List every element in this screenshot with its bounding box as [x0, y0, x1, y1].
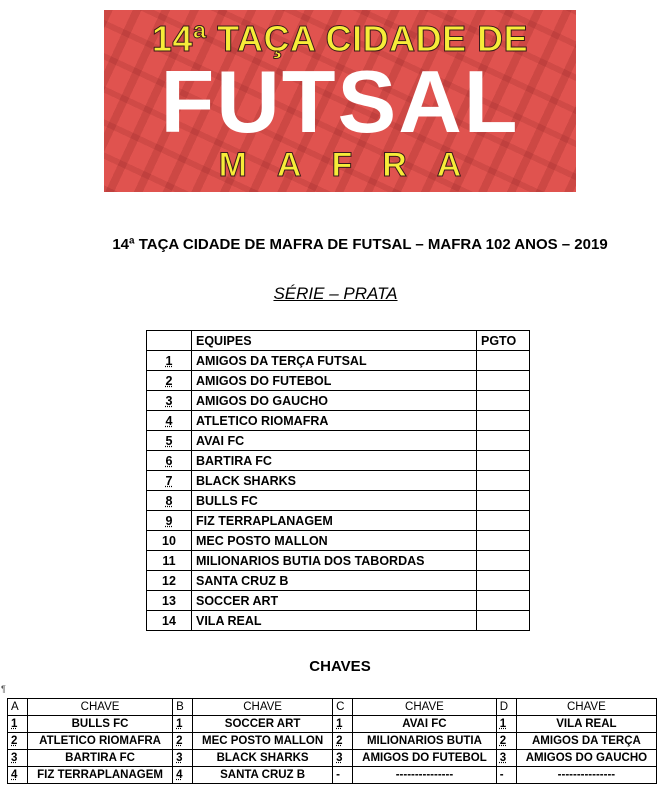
- team-name: AVAI FC: [192, 431, 477, 451]
- seed-number: [496, 750, 516, 767]
- seed-number-text: 3: [176, 752, 183, 764]
- team-pgto: [477, 371, 530, 391]
- team-number-text: 12: [162, 573, 176, 588]
- group-team: ---------------: [353, 767, 497, 784]
- team-pgto: [477, 591, 530, 611]
- team-name: MEC POSTO MALLON: [192, 531, 477, 551]
- team-pgto: [477, 531, 530, 551]
- team-number: [147, 511, 192, 531]
- table-row: [147, 411, 530, 431]
- group-team: BARTIRA FC: [28, 750, 173, 767]
- team-number-text: 11: [162, 553, 176, 568]
- seed-number: [333, 750, 353, 767]
- team-number-text: 13: [162, 593, 176, 608]
- team-number-text: 10: [162, 533, 176, 548]
- seed-number-text: -: [499, 769, 504, 781]
- team-name: FIZ TERRAPLANAGEM: [192, 511, 477, 531]
- table-row: [147, 491, 530, 511]
- team-number-text: 6: [165, 453, 173, 468]
- col-pgto-header: PGTO: [477, 331, 530, 351]
- team-number: [147, 411, 192, 431]
- team-name: BLACK SHARKS: [192, 471, 477, 491]
- chave-header: CHAVE: [516, 699, 656, 716]
- chave-header: CHAVE: [28, 699, 173, 716]
- team-pgto: [477, 411, 530, 431]
- team-number: [147, 571, 192, 591]
- team-number-text: 4: [165, 413, 173, 428]
- seed-number-text: 3: [336, 752, 343, 764]
- seed-number-text: 1: [499, 718, 507, 730]
- table-row: [147, 391, 530, 411]
- banner-line-1: 14ª TAÇA CIDADE DE: [151, 18, 529, 59]
- team-pgto: [477, 511, 530, 531]
- seed-number: [8, 733, 28, 750]
- team-name: AMIGOS DO FUTEBOL: [192, 371, 477, 391]
- seed-number: [496, 716, 516, 733]
- team-pgto: [477, 491, 530, 511]
- group-team: SANTA CRUZ B: [193, 767, 333, 784]
- team-name: AMIGOS DO GAUCHO: [192, 391, 477, 411]
- team-number-text: 2: [165, 373, 173, 388]
- team-number-text: 1: [165, 353, 173, 368]
- team-number-text: 8: [165, 493, 173, 508]
- team-pgto: [477, 471, 530, 491]
- team-name: MILIONARIOS BUTIA DOS TABORDAS: [192, 551, 477, 571]
- paragraph-mark: ¶: [1, 684, 6, 694]
- seed-number: [333, 767, 353, 784]
- seed-number-text: 1: [11, 718, 18, 730]
- team-number-text: 5: [165, 433, 173, 448]
- team-name: SANTA CRUZ B: [192, 571, 477, 591]
- team-number: [147, 431, 192, 451]
- group-team: AMIGOS DA TERÇA: [516, 733, 656, 750]
- col-number-header: [147, 331, 192, 351]
- table-row: [147, 591, 530, 611]
- team-pgto: [477, 551, 530, 571]
- team-pgto: [477, 571, 530, 591]
- seed-number-text: 4: [176, 769, 183, 781]
- seed-number-text: 1: [336, 718, 343, 730]
- table-row: [147, 611, 530, 631]
- seed-number: [333, 733, 353, 750]
- col-team-header: EQUIPES: [192, 331, 477, 351]
- group-letter: D: [496, 699, 516, 716]
- table-row: [147, 531, 530, 551]
- team-number-text: 7: [165, 473, 173, 488]
- team-number: [147, 591, 192, 611]
- chave-header: CHAVE: [193, 699, 333, 716]
- team-number: [147, 611, 192, 631]
- seed-number: [173, 767, 193, 784]
- seed-number-text: 1: [176, 718, 183, 730]
- team-name: BARTIRA FC: [192, 451, 477, 471]
- banner-line-3: MAFRA: [218, 146, 492, 184]
- group-team: AMIGOS DO FUTEBOL: [353, 750, 497, 767]
- table-row: [147, 571, 530, 591]
- team-number: [147, 351, 192, 371]
- chaves-title: CHAVES: [309, 658, 371, 675]
- seed-number: [8, 716, 28, 733]
- group-team: SOCCER ART: [193, 716, 333, 733]
- tournament-banner: [104, 10, 576, 192]
- seed-number-text: 4: [11, 769, 18, 781]
- serie-heading: SÉRIE – PRATA: [273, 284, 398, 303]
- table-row: [8, 733, 657, 750]
- team-number: [147, 371, 192, 391]
- table-row: [147, 351, 530, 371]
- group-team: AMIGOS DO GAUCHO: [516, 750, 656, 767]
- chave-header: CHAVE: [353, 699, 497, 716]
- table-row: [147, 511, 530, 531]
- table-row: [8, 716, 657, 733]
- table-row: [147, 451, 530, 471]
- team-number: [147, 491, 192, 511]
- group-team: BLACK SHARKS: [193, 750, 333, 767]
- table-row: [8, 750, 657, 767]
- document-title: 14ª TAÇA CIDADE DE MAFRA DE FUTSAL – MAFRA 102 ANOS – 2019: [112, 236, 608, 253]
- seed-number-text: 2: [176, 735, 183, 747]
- seed-number-text: 2: [499, 735, 507, 747]
- seed-number-text: 2: [336, 735, 343, 747]
- seed-number: [173, 733, 193, 750]
- seed-number: [333, 716, 353, 733]
- chaves-header-row: [8, 699, 657, 716]
- team-pgto: [477, 451, 530, 471]
- teams-table: [146, 330, 530, 631]
- team-number-text: 9: [165, 513, 173, 528]
- banner-line-2: FUTSAL: [160, 52, 520, 151]
- group-team: MILIONARIOS BUTIA: [353, 733, 497, 750]
- team-number: [147, 551, 192, 571]
- chaves-table: [7, 698, 657, 784]
- team-pgto: [477, 391, 530, 411]
- seed-number-text: -: [336, 769, 340, 781]
- team-number: [147, 391, 192, 411]
- group-letter: A: [8, 699, 28, 716]
- group-team: BULLS FC: [28, 716, 173, 733]
- group-team: FIZ TERRAPLANAGEM: [28, 767, 173, 784]
- table-row: [147, 371, 530, 391]
- table-row: [8, 767, 657, 784]
- group-team: VILA REAL: [516, 716, 656, 733]
- team-number: [147, 451, 192, 471]
- seed-number-text: 3: [499, 752, 507, 764]
- seed-number: [8, 750, 28, 767]
- teams-header-row: [147, 331, 530, 351]
- team-name: SOCCER ART: [192, 591, 477, 611]
- table-row: [147, 431, 530, 451]
- group-letter: B: [173, 699, 193, 716]
- seed-number-text: 3: [11, 752, 18, 764]
- team-name: AMIGOS DA TERÇA FUTSAL: [192, 351, 477, 371]
- seed-number: [8, 767, 28, 784]
- table-row: [147, 551, 530, 571]
- team-name: VILA REAL: [192, 611, 477, 631]
- team-number: [147, 531, 192, 551]
- team-pgto: [477, 611, 530, 631]
- group-team: AVAI FC: [353, 716, 497, 733]
- team-name: ATLETICO RIOMAFRA: [192, 411, 477, 431]
- team-number: [147, 471, 192, 491]
- team-number-text: 14: [162, 613, 176, 628]
- team-name: BULLS FC: [192, 491, 477, 511]
- group-team: ---------------: [516, 767, 656, 784]
- group-team: MEC POSTO MALLON: [193, 733, 333, 750]
- table-row: [147, 471, 530, 491]
- team-pgto: [477, 351, 530, 371]
- seed-number: [173, 750, 193, 767]
- seed-number: [496, 733, 516, 750]
- team-pgto: [477, 431, 530, 451]
- group-letter: C: [333, 699, 353, 716]
- seed-number: [496, 767, 516, 784]
- seed-number: [173, 716, 193, 733]
- group-team: ATLETICO RIOMAFRA: [28, 733, 173, 750]
- team-number-text: 3: [165, 393, 173, 408]
- seed-number-text: 2: [11, 735, 18, 747]
